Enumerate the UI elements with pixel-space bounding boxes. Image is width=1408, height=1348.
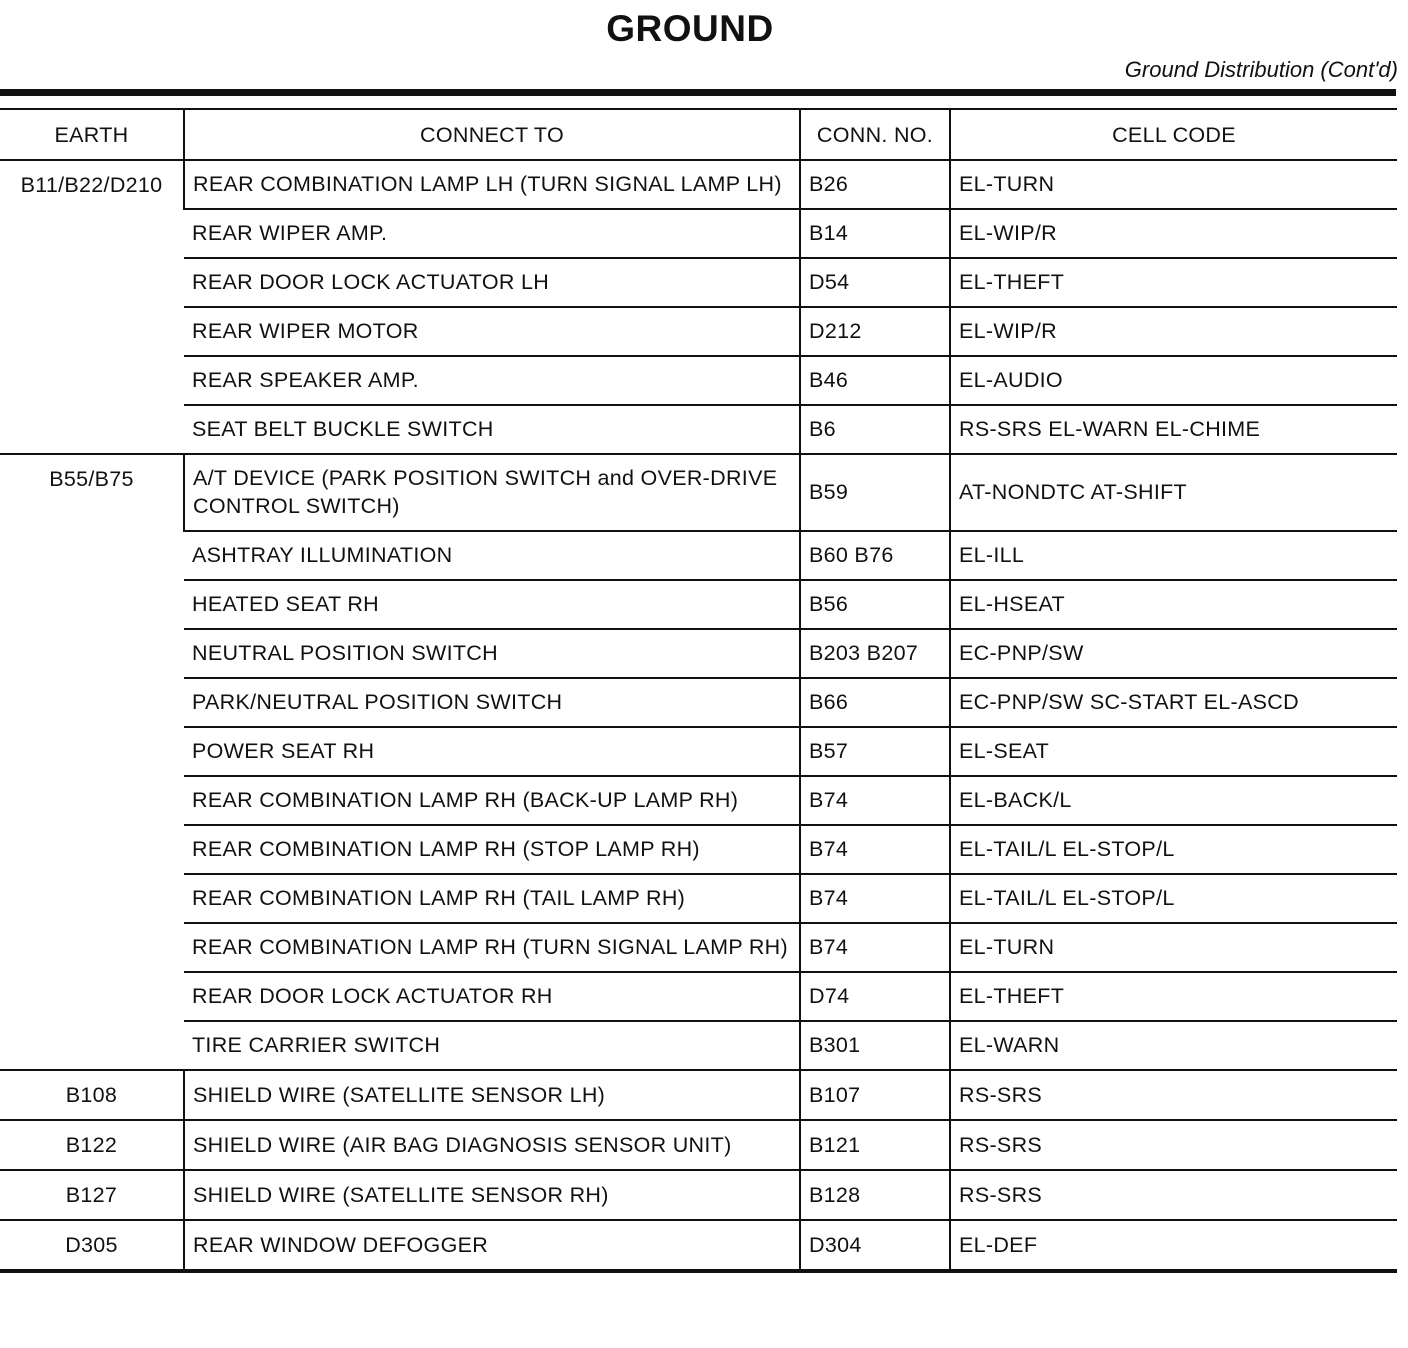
earth-cell: B127 <box>0 1170 184 1220</box>
conn-no-cell: B59 <box>800 454 950 531</box>
conn-no-cell: B301 <box>800 1021 950 1070</box>
table-row <box>0 629 1397 678</box>
cell-code-cell: EL-WIP/R <box>950 307 1397 356</box>
table-row <box>0 1220 1397 1271</box>
conn-no-cell: D74 <box>800 972 950 1021</box>
cell-code-cell: EL-TURN <box>950 923 1397 972</box>
conn-no-cell: B46 <box>800 356 950 405</box>
table-row <box>0 1120 1397 1170</box>
cell-code-cell: EL-TAIL/L EL-STOP/L <box>950 825 1397 874</box>
earth-cell: B11/B22/D210 <box>0 160 184 454</box>
connect-to-cell: PARK/NEUTRAL POSITION SWITCH <box>184 678 800 727</box>
connect-to-cell: ASHTRAY ILLUMINATION <box>184 531 800 580</box>
earth-cell: B122 <box>0 1120 184 1170</box>
table-row <box>0 1070 1397 1120</box>
cell-code-cell: EL-WARN <box>950 1021 1397 1070</box>
connect-to-cell: POWER SEAT RH <box>184 727 800 776</box>
conn-no-cell: D304 <box>800 1220 950 1271</box>
cell-code-cell: EL-HSEAT <box>950 580 1397 629</box>
connect-to-cell: REAR DOOR LOCK ACTUATOR RH <box>184 972 800 1021</box>
column-header-earth: EARTH <box>0 109 184 160</box>
connect-to-cell: REAR WIPER AMP. <box>184 209 800 258</box>
connect-to-cell: A/T DEVICE (PARK POSITION SWITCH and OVER-DRIVE CONTROL SWITCH) <box>184 454 800 531</box>
column-header-cell-code: CELL CODE <box>950 109 1397 160</box>
cell-code-cell: EL-DEF <box>950 1220 1397 1271</box>
cell-code-cell: EL-WIP/R <box>950 209 1397 258</box>
connect-to-cell: REAR DOOR LOCK ACTUATOR LH <box>184 258 800 307</box>
connect-to-cell: SHIELD WIRE (SATELLITE SENSOR LH) <box>184 1070 800 1120</box>
table-row <box>0 727 1397 776</box>
earth-cell: B108 <box>0 1070 184 1120</box>
connect-to-cell: REAR SPEAKER AMP. <box>184 356 800 405</box>
connect-to-cell: REAR WIPER MOTOR <box>184 307 800 356</box>
table-body <box>0 160 1397 1271</box>
table-row <box>0 580 1397 629</box>
table-row <box>0 874 1397 923</box>
connect-to-cell: REAR COMBINATION LAMP RH (TAIL LAMP RH) <box>184 874 800 923</box>
cell-code-cell: EL-BACK/L <box>950 776 1397 825</box>
connect-to-cell: REAR COMBINATION LAMP LH (TURN SIGNAL LAMP LH) <box>184 160 800 209</box>
conn-no-cell: D212 <box>800 307 950 356</box>
cell-code-cell: EL-AUDIO <box>950 356 1397 405</box>
cell-code-cell: EC-PNP/SW SC-START EL-ASCD <box>950 678 1397 727</box>
ground-distribution-table <box>0 108 1397 1273</box>
conn-no-cell: D54 <box>800 258 950 307</box>
cell-code-cell: RS-SRS <box>950 1070 1397 1120</box>
table-row <box>0 972 1397 1021</box>
table-row <box>0 307 1397 356</box>
connect-to-cell: TIRE CARRIER SWITCH <box>184 1021 800 1070</box>
table-row <box>0 1021 1397 1070</box>
table-row <box>0 356 1397 405</box>
table-row <box>0 1170 1397 1220</box>
connect-to-cell: SHIELD WIRE (AIR BAG DIAGNOSIS SENSOR UNIT) <box>184 1120 800 1170</box>
conn-no-cell: B56 <box>800 580 950 629</box>
table-row <box>0 405 1397 454</box>
connect-to-cell: REAR WINDOW DEFOGGER <box>184 1220 800 1271</box>
connect-to-cell: SHIELD WIRE (SATELLITE SENSOR RH) <box>184 1170 800 1220</box>
connect-to-cell: REAR COMBINATION LAMP RH (STOP LAMP RH) <box>184 825 800 874</box>
earth-cell: B55/B75 <box>0 454 184 1070</box>
connect-to-cell: REAR COMBINATION LAMP RH (TURN SIGNAL LAMP RH) <box>184 923 800 972</box>
conn-no-cell: B57 <box>800 727 950 776</box>
cell-code-cell: EL-TAIL/L EL-STOP/L <box>950 874 1397 923</box>
cell-code-cell: EL-TURN <box>950 160 1397 209</box>
earth-cell: D305 <box>0 1220 184 1271</box>
column-header-connect-to: CONNECT TO <box>184 109 800 160</box>
table-row <box>0 923 1397 972</box>
conn-no-cell: B74 <box>800 874 950 923</box>
conn-no-cell: B74 <box>800 923 950 972</box>
cell-code-cell: EC-PNP/SW <box>950 629 1397 678</box>
cell-code-cell: EL-THEFT <box>950 258 1397 307</box>
connect-to-cell: REAR COMBINATION LAMP RH (BACK-UP LAMP RH) <box>184 776 800 825</box>
conn-no-cell: B60 B76 <box>800 531 950 580</box>
cell-code-cell: RS-SRS EL-WARN EL-CHIME <box>950 405 1397 454</box>
table-row <box>0 825 1397 874</box>
connect-to-cell: NEUTRAL POSITION SWITCH <box>184 629 800 678</box>
table-row <box>0 258 1397 307</box>
page-title: GROUND <box>606 8 774 49</box>
conn-no-cell: B26 <box>800 160 950 209</box>
conn-no-cell: B74 <box>800 825 950 874</box>
conn-no-cell: B107 <box>800 1070 950 1120</box>
conn-no-cell: B74 <box>800 776 950 825</box>
header-rule <box>0 89 1396 96</box>
conn-no-cell: B203 B207 <box>800 629 950 678</box>
table-row <box>0 776 1397 825</box>
page-subtitle: Ground Distribution (Cont'd) <box>1124 57 1398 82</box>
column-header-conn-no: CONN. NO. <box>800 109 950 160</box>
table-row <box>0 160 1397 209</box>
connect-to-cell: SEAT BELT BUCKLE SWITCH <box>184 405 800 454</box>
table-row <box>0 454 1397 531</box>
conn-no-cell: B6 <box>800 405 950 454</box>
table-row <box>0 678 1397 727</box>
cell-code-cell: RS-SRS <box>950 1170 1397 1220</box>
cell-code-cell: EL-THEFT <box>950 972 1397 1021</box>
table-header-row <box>0 109 1397 160</box>
conn-no-cell: B66 <box>800 678 950 727</box>
cell-code-cell: EL-SEAT <box>950 727 1397 776</box>
table-row <box>0 531 1397 580</box>
cell-code-cell: EL-ILL <box>950 531 1397 580</box>
conn-no-cell: B14 <box>800 209 950 258</box>
cell-code-cell: RS-SRS <box>950 1120 1397 1170</box>
conn-no-cell: B121 <box>800 1120 950 1170</box>
table-row <box>0 209 1397 258</box>
conn-no-cell: B128 <box>800 1170 950 1220</box>
connect-to-cell: HEATED SEAT RH <box>184 580 800 629</box>
cell-code-cell: AT-NONDTC AT-SHIFT <box>950 454 1397 531</box>
